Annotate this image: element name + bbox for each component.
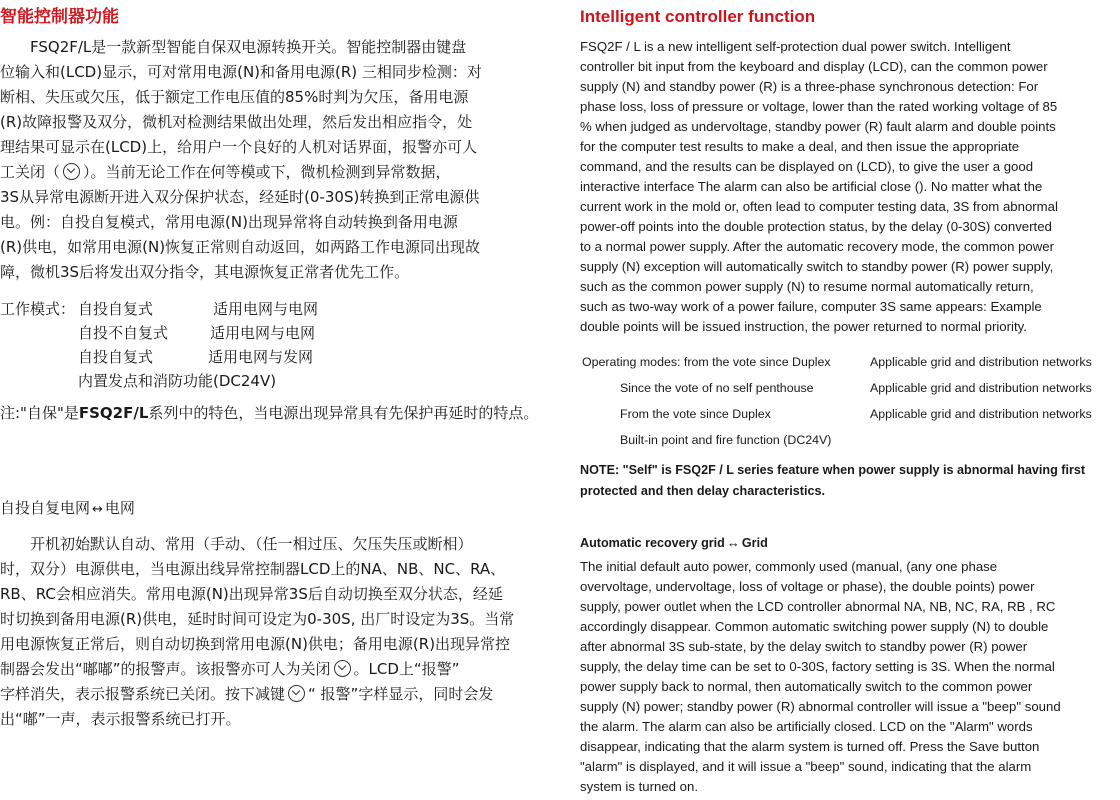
cn-modes-label: 工作模式： [0, 300, 76, 318]
cn-mode-name: 自投自复式 [78, 348, 154, 366]
bidirectional-arrow-icon: ↔ [92, 502, 103, 517]
en-para2-line: The initial default auto power, commonly used (manual, (any one phase [580, 559, 998, 574]
en-mode-use: Applicable grid and distribution networks [870, 381, 1092, 395]
cn-mode-use: 适用电网与发网 [208, 348, 314, 366]
en-para1-line: current work in the mold or, often lead to computer testing data, 3S from abnormal [580, 199, 1058, 214]
en-para2-line: accordingly disappear. Common automatic switching power supply (N) to double [580, 619, 1049, 634]
cn-text-segment: “ 报警”字样显示，同时会发 [308, 685, 494, 703]
cn-para1-line: 电。例：自投自复模式，常用电源(N)出现异常将自动转换到备用电源 [0, 213, 458, 231]
en-mode-name: Since the vote of no self penthouse [620, 381, 814, 395]
cn-para1-line [0, 160, 451, 184]
en-para1-line: FSQ2F / L is a new intelligent self-protection dual power switch. Intelligent [580, 39, 1011, 54]
en-section2-a: Automatic recovery grid [580, 536, 725, 550]
down-key-circle-icon [334, 660, 351, 677]
en-title: Intelligent controller function [580, 7, 816, 26]
en-para1-line: supply (N) exception will automatically switch to standby power (R) power supply, [580, 259, 1054, 274]
cn-section2-heading [0, 496, 135, 522]
en-para2-line: supply, the delay time can be set to 0-30S, factory setting is 3S. When the normal [580, 659, 1055, 674]
down-key-circle-icon [288, 685, 305, 702]
down-key-circle-icon [63, 163, 80, 180]
en-para1-line: to a normal power supply. After the automatic recovery mode, the common power [580, 239, 1054, 254]
en-para1-line: supply (N) and standby power (R) is a three-phase synchronous detection: For [580, 79, 1039, 94]
cn-para1-line: (R)故障报警及双分，微机对检测结果做出处理，然后发出相应指令，处 [0, 113, 473, 131]
cn-para2-line: 用电源恢复正常后，则自动切换到常用电源(N)供电；备用电源(R)出现异常控 [0, 635, 511, 653]
en-mode-name: Operating modes: from the vote since Duplex [582, 355, 831, 369]
en-para2-line: after abnormal 3S sub-state, by the delay switch to standby power (R) power [580, 639, 1028, 654]
cn-para2-line: 时切换到备用电源(R)供电，延时时间可设定为0-30S, 出厂时设定为3S。当常 [0, 610, 515, 628]
en-para1-line: command, and the results can be displayed on (LCD), to give the user a good [580, 159, 1034, 174]
cn-para2-line: 出“嘟”一声，表示报警系统已打开。 [0, 710, 241, 728]
cn-para1-line: 3S从异常电源断开进入双分保护状态，经延时(0-30S)转换到正常电源供 [0, 188, 480, 206]
en-section2-b: Grid [741, 536, 768, 550]
cn-para2-line [0, 682, 493, 706]
cn-para1-line: 断相、失压或欠压，低于额定工作电压值的85%时判为欠压，备用电源 [0, 88, 469, 106]
cn-note-pre: 注:"自保"是 [0, 404, 79, 422]
cn-para1-line: FSQ2F/L是一款新型智能自保双电源转换开关。智能控制器由键盘 [0, 38, 467, 56]
en-para1-line: double points will be issued instruction, the power returned to normal priority. [580, 319, 1027, 334]
cn-title: 智能控制器功能 [0, 7, 119, 27]
cn-mode-use: 适用电网与电网 [210, 324, 316, 342]
cn-section2-a: 自投自复电网 [0, 499, 91, 517]
cn-note-model: FSQ2F/L [78, 404, 149, 422]
cn-modes [0, 297, 75, 321]
cn-mode-name: 自投不自复式 [78, 324, 169, 342]
cn-section2-b: 电网 [104, 499, 135, 517]
cn-mode-name: 内置发点和消防功能(DC24V) [78, 372, 277, 390]
cn-para2-line [0, 657, 459, 681]
cn-text-segment: 字样消失，表示报警系统已关闭。按下减键 [0, 685, 286, 703]
cn-para2-line: 开机初始默认自动、常用（手动、（任一相过压、欠压失压或断相） [0, 535, 473, 553]
en-para1-line: interactive interface The alarm can also be artificial close (). No matter what the [580, 179, 1043, 194]
cn-mode-use: 适用电网与电网 [213, 300, 319, 318]
en-para2-line: supply, power outlet when the LCD controller abnormal NA, NB, NC, RA, RB , RC [580, 599, 1056, 614]
cn-note [0, 401, 538, 425]
en-para1-line: % when judged as undervoltage, standby power (R) fault alarm and double points [580, 119, 1056, 134]
bidirectional-arrow-icon: ↔ [726, 535, 740, 550]
en-mode-name: From the vote since Duplex [620, 407, 771, 421]
cn-para2-line: 时，双分）电源供电，当电源出线异常控制器LCD上的NA、NB、NC、RA、 [0, 560, 506, 578]
cn-text-segment: 制器会发出“嘟嘟”的报警声。该报警亦可人为关闭 [0, 660, 331, 678]
en-para1-line: for the computer test results to make a deal, and then issue the appropriate [580, 139, 1020, 154]
en-mode-use: Applicable grid and distribution networks [870, 355, 1092, 369]
en-para2-line: "alarm" is displayed, and it will issue a "beep" sound, indicating that the alarm [580, 759, 1032, 774]
cn-mode-name: 自投自复式 [78, 300, 154, 318]
cn-text-segment: 。LCD上“报警” [353, 660, 460, 678]
en-para2-line: overvoltage, undervoltage, loss of voltage or phase), the double points) power [580, 579, 1035, 594]
en-para1-line: controller bit input from the keyboard and display (LCD), can the common power [580, 59, 1048, 74]
en-para2-line: the alarm. The alarm can also be artificially closed. LCD on the "Alarm" words [580, 719, 1033, 734]
cn-para1-line: 位输入和(LCD)显示，可对常用电源(N)和备用电源(R) 三相同步检测：对 [0, 63, 482, 81]
cn-para1-line: (R)供电，如常用电源(N)恢复正常则自动返回，如两路工作电源同出现故 [0, 238, 481, 256]
en-mode-name: Built-in point and fire function (DC24V) [620, 433, 832, 447]
en-note-line: NOTE: "Self" is FSQ2F / L series feature when power supply is abnormal having first [580, 463, 1086, 477]
cn-para2-line: RB、RC会相应消失。常用电源(N)出现异常3S后自动切换至双分状态，经延 [0, 585, 503, 603]
en-note-line: protected and then delay characteristics. [580, 484, 825, 498]
en-para1-line: such as the common power supply (N) to resume normal automatically return, [580, 279, 1034, 294]
en-para1-line: power-off points into the double protection status, by the delay (0-30S) converted [580, 219, 1052, 234]
cn-para1-line: 障，微机3S后将发出双分指令，其电源恢复正常者优先工作。 [0, 263, 410, 281]
en-para2-line: system is turned on. [580, 779, 699, 794]
en-para2-line: power supply back to normal, then automatically switch to the common power [580, 679, 1033, 694]
en-para1-line: phase loss, loss of pressure or voltage, lower than the rated working voltage of 85 [580, 99, 1058, 114]
cn-note-post: 系列中的特色，当电源出现异常具有先保护再延时的特点。 [148, 404, 539, 422]
cn-text-segment: ）。当前无论工作在何等模或下，微机检测到异常数据， [83, 163, 451, 181]
en-para1-line: such as two-way work of a power failure, computer 3S same appears: Example [580, 299, 1042, 314]
en-para2-line: disappear, indicating that the alarm system is turned off. Press the Save button [580, 739, 1040, 754]
en-section2-heading [580, 533, 768, 553]
cn-text-segment: 工关闭（ [0, 163, 61, 181]
en-mode-use: Applicable grid and distribution networks [870, 407, 1092, 421]
en-para2-line: supply (N) power; standby power (R) abnormal controller will issue a "beep" sound [580, 699, 1061, 714]
cn-para1-line: 理结果可显示在(LCD)上，给用户一个良好的人机对话界面，报警亦可人 [0, 138, 478, 156]
